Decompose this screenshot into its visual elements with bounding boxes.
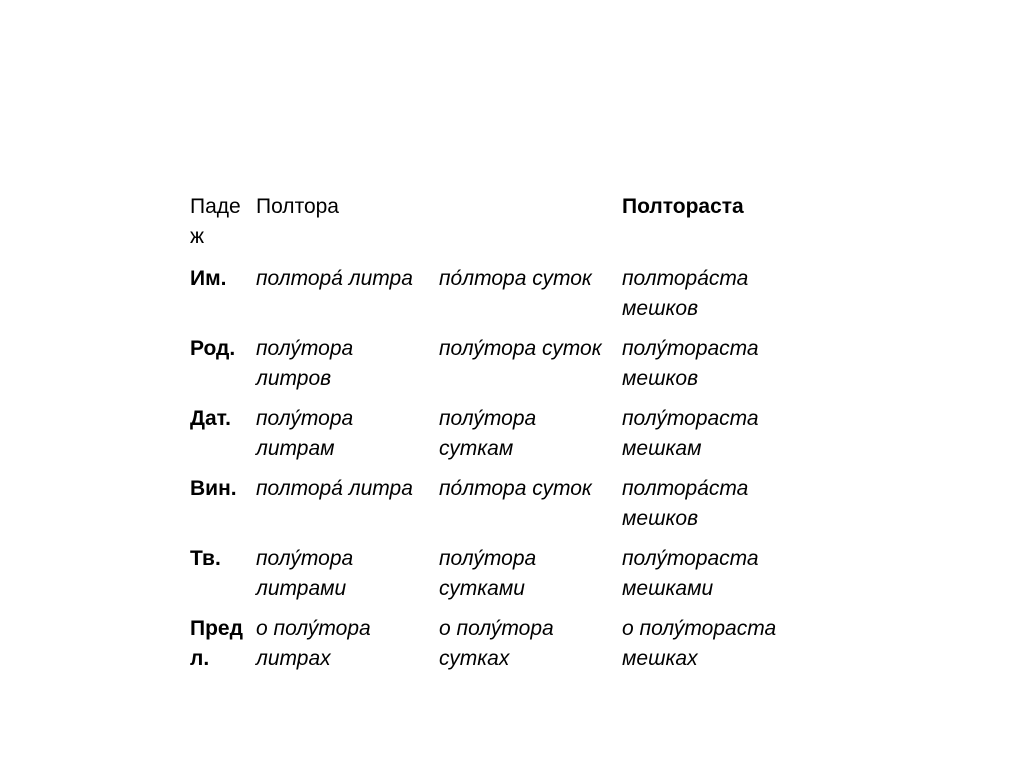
poltora-form: о полу́тора литрах: [256, 617, 371, 670]
table-row: [186, 468, 826, 538]
case-label: Им.: [190, 267, 227, 290]
poltorasta-form: полтора́ста мешков: [622, 477, 749, 530]
sutki-form: о полу́тора сутках: [439, 617, 554, 670]
case-label: Род.: [190, 337, 236, 360]
case-label: Предл.: [190, 617, 243, 670]
sutki-form: полу́тора сутками: [439, 547, 537, 600]
header-sutki: [435, 186, 618, 258]
table-row: [186, 538, 826, 608]
poltora-form: полу́тора литрами: [256, 547, 354, 600]
poltora-form: полу́тора литрам: [256, 407, 354, 460]
declension-table: [186, 186, 826, 678]
table-row: [186, 258, 826, 328]
poltorasta-form: полу́тораста мешками: [622, 547, 759, 600]
poltora-form: полтора́ литра: [256, 267, 413, 290]
header-poltora: Полтора: [256, 195, 339, 218]
poltora-form: полу́тора литров: [256, 337, 354, 390]
case-label: Тв.: [190, 547, 221, 570]
poltora-form: полтора́ литра: [256, 477, 413, 500]
sutki-form: полу́тора суток: [439, 337, 602, 360]
case-label: Дат.: [190, 407, 231, 430]
sutki-form: по́лтора суток: [439, 267, 592, 290]
case-label: Вин.: [190, 477, 237, 500]
header-case: Падеж: [190, 195, 241, 248]
poltorasta-form: о полу́тораста мешках: [622, 617, 777, 670]
table-row: [186, 328, 826, 398]
sutki-form: по́лтора суток: [439, 477, 592, 500]
table-header-row: [186, 186, 826, 258]
sutki-form: полу́тора суткам: [439, 407, 537, 460]
table-row: [186, 608, 826, 678]
poltorasta-form: полтора́ста мешков: [622, 267, 749, 320]
table-row: [186, 398, 826, 468]
header-poltorasta: Полтораста: [622, 195, 744, 218]
poltorasta-form: полу́тораста мешкам: [622, 407, 759, 460]
poltorasta-form: полу́тораста мешков: [622, 337, 759, 390]
